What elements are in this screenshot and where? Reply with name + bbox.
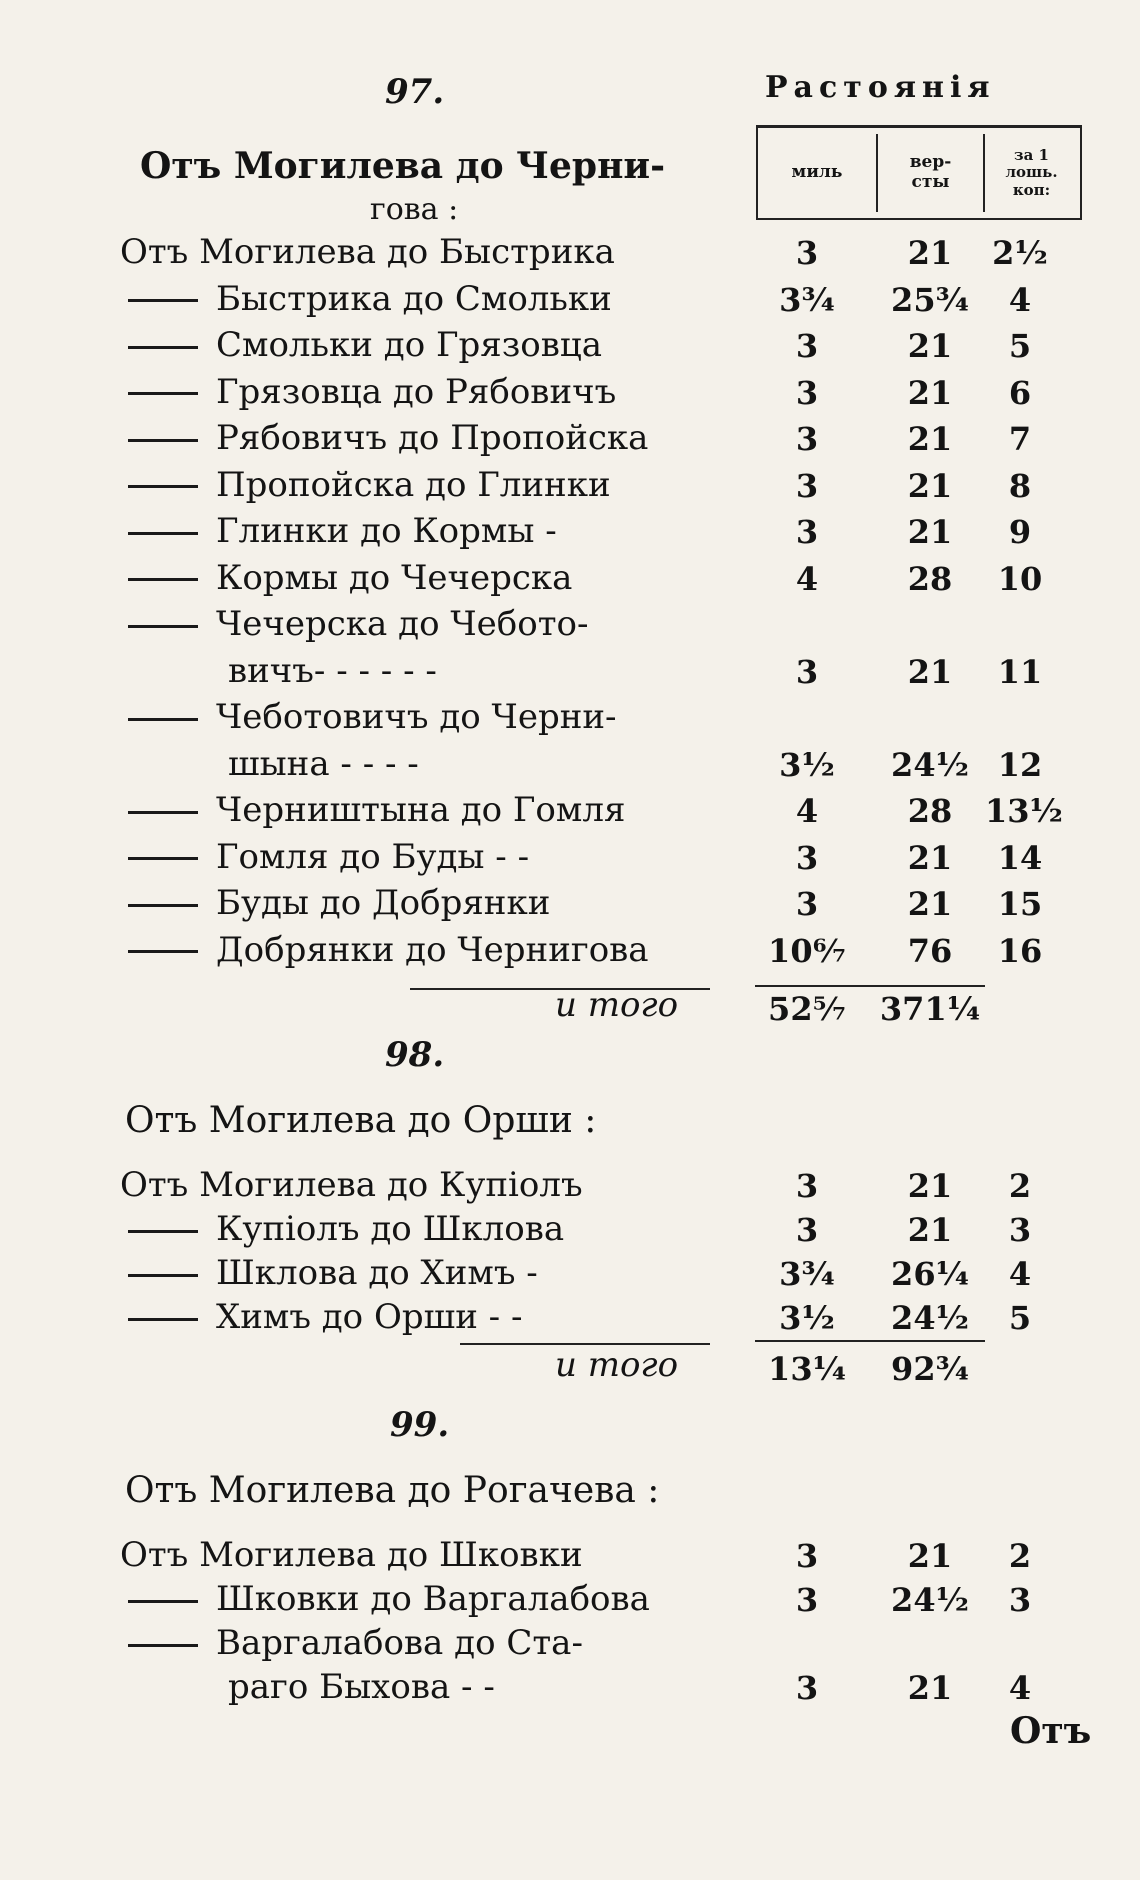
ditto-dash [128, 950, 198, 953]
route-title-97: Отъ Могилева до Черни- [140, 145, 666, 187]
fare-value: 10 [997, 559, 1043, 598]
route-segment [120, 372, 616, 412]
ditto-dash [128, 811, 198, 814]
miles-value: 4 [795, 559, 819, 598]
ditto-dash [128, 485, 198, 488]
route-segment [120, 790, 625, 830]
route-title-99: Отъ Могилева до Рогачева : [125, 1470, 660, 1511]
route-segment [120, 279, 612, 319]
fare-value: 4 [1008, 280, 1032, 319]
total-label-98: и того [555, 1345, 679, 1385]
fare-value: 12 [997, 745, 1043, 784]
route-segment [120, 1623, 583, 1663]
ditto-dash [128, 346, 198, 349]
total-label-97: и того [555, 985, 679, 1025]
ditto-dash [128, 532, 198, 535]
header-versts: вер- сты [909, 152, 952, 192]
route-segment-label: Буды до Добрянки [216, 883, 551, 923]
miles-value: 3 [795, 652, 819, 691]
miles-value: 3¾ [779, 1255, 835, 1293]
section-number-98: 98. [385, 1035, 445, 1075]
route-segment-label: Быстрика до Смольки [216, 278, 612, 319]
total-versts-98: 92¾ [891, 1350, 969, 1388]
miles-value: 3 [795, 1669, 819, 1707]
fare-value: 11 [997, 652, 1043, 691]
route-segment [228, 1667, 495, 1707]
ditto-dash [128, 718, 198, 721]
route-segment-label: Грязовца до Рябовичъ [216, 371, 617, 412]
miles-value: 3 [795, 234, 819, 272]
fare-value: 16 [997, 931, 1043, 970]
ditto-dash [128, 857, 198, 860]
ditto-dash [128, 439, 198, 442]
versts-value: 24½ [891, 1299, 969, 1337]
total-miles-98: 13¼ [768, 1350, 846, 1388]
route-segment-label: Рябовичъ до Пропойска [216, 418, 649, 458]
route-segment-label: Добрянки до Чернигова [216, 929, 649, 970]
miles-value: 3¾ [779, 280, 835, 319]
miles-value: 3 [795, 1537, 819, 1575]
fare-value: 8 [1008, 466, 1032, 505]
route-segment-label: Глинки до Кормы - [216, 511, 557, 551]
fare-value: 3 [1008, 1581, 1032, 1619]
versts-value: 28 [907, 792, 953, 830]
fare-value: 4 [1008, 1255, 1032, 1293]
column-group-title: Растоянія [765, 70, 996, 105]
fare-value: 5 [1008, 327, 1032, 365]
route-segment [120, 1579, 650, 1619]
miles-value: 3 [795, 885, 819, 923]
section-number-99: 99. [390, 1405, 450, 1445]
header-fare: за 1 лошь. коп: [1005, 146, 1058, 199]
route-segment [120, 604, 588, 644]
fare-value: 7 [1008, 420, 1032, 458]
route-segment [228, 651, 437, 691]
route-segment [120, 325, 602, 365]
route-segment [120, 465, 611, 505]
ditto-dash [128, 1644, 198, 1647]
fare-value: 5 [1008, 1299, 1032, 1337]
versts-value: 26¼ [891, 1255, 969, 1293]
route-segment-label: Купіолъ до Шклова [216, 1209, 565, 1249]
miles-value: 3 [795, 327, 819, 365]
fare-value: 2½ [992, 234, 1048, 272]
header-miles: миль [791, 162, 843, 183]
total-versts-97: 371¼ [879, 990, 981, 1028]
fare-value: 2 [1008, 1537, 1032, 1575]
route-segment [120, 883, 550, 923]
miles-value: 4 [795, 792, 819, 830]
route-segment-label: Чечерска до Чебото- [216, 604, 589, 644]
versts-value: 21 [907, 466, 953, 505]
route-segment-label: Химъ до Орши - - [216, 1297, 523, 1337]
route-segment-label: Отъ Могилева до Шковки [120, 1535, 583, 1575]
route-segment [120, 930, 649, 970]
ditto-dash [128, 1318, 198, 1321]
miles-value: 10⁶⁄₇ [768, 931, 846, 970]
ditto-dash [128, 299, 198, 302]
miles-value: 3 [795, 1167, 819, 1205]
route-segment [120, 1253, 538, 1293]
ditto-dash [128, 578, 198, 581]
miles-value: 3 [795, 838, 819, 877]
miles-value: 3 [795, 420, 819, 458]
ditto-dash [128, 1274, 198, 1277]
route-title-97-cont: гова : [370, 192, 459, 227]
ditto-dash [128, 392, 198, 395]
miles-value: 3 [795, 466, 819, 505]
versts-value: 21 [907, 327, 953, 365]
route-segment [120, 697, 617, 737]
versts-value: 21 [907, 1167, 953, 1205]
route-segment [120, 232, 615, 272]
fare-value: 2 [1008, 1167, 1032, 1205]
route-segment [120, 558, 572, 598]
route-segment-label: Варгалабова до Ста- [216, 1623, 583, 1663]
versts-value: 76 [907, 931, 953, 970]
versts-value: 21 [907, 420, 953, 458]
route-segment-label: Шклова до Химъ - [216, 1253, 538, 1293]
route-segment-label: Отъ Могилева до Купіолъ [120, 1165, 583, 1205]
fare-value: 14 [997, 838, 1043, 877]
route-segment-label: Черништына до Гомля [216, 790, 626, 830]
route-segment-label: шына - - - - [228, 743, 419, 784]
miles-value: 3 [795, 1581, 819, 1619]
fare-value: 13½ [985, 792, 1063, 830]
route-segment-label: Кормы до Чечерска [216, 557, 573, 598]
ditto-dash [128, 625, 198, 628]
route-title-98: Отъ Могилева до Орши : [125, 1100, 597, 1141]
route-segment [120, 1209, 564, 1249]
section-number-97: 97. [385, 72, 445, 112]
versts-value: 21 [907, 513, 953, 551]
route-segment [120, 511, 557, 551]
versts-value: 21 [907, 885, 953, 923]
versts-value: 24½ [891, 745, 969, 784]
versts-value: 21 [907, 373, 953, 412]
fare-value: 4 [1008, 1669, 1032, 1707]
miles-value: 3½ [779, 1299, 835, 1337]
route-segment [120, 418, 648, 458]
versts-value: 21 [907, 1211, 953, 1249]
route-segment-label: Смольки до Грязовца [216, 325, 602, 365]
total-miles-97: 52⁵⁄₇ [768, 990, 846, 1028]
route-segment [228, 744, 419, 784]
route-segment-label: Пропойска до Глинки [216, 464, 611, 505]
table-header [756, 125, 1082, 220]
miles-value: 3 [795, 1211, 819, 1249]
route-segment-label: раго Быхова - - [228, 1667, 495, 1707]
versts-value: 21 [907, 1669, 953, 1707]
ditto-dash [128, 1600, 198, 1603]
fare-value: 15 [997, 885, 1043, 923]
ditto-dash [128, 1230, 198, 1233]
versts-value: 21 [907, 838, 953, 877]
route-segment [120, 1165, 583, 1205]
versts-value: 21 [907, 652, 953, 691]
route-segment-label: Шковки до Варгалабова [216, 1579, 650, 1619]
versts-value: 21 [907, 234, 953, 272]
route-segment-label: Гомля до Буды - - [216, 836, 530, 877]
versts-value: 28 [907, 559, 953, 598]
versts-value: 25¾ [891, 280, 969, 319]
route-segment-label: Чеботовичъ до Черни- [216, 697, 617, 737]
route-segment [120, 1535, 583, 1575]
ditto-dash [128, 904, 198, 907]
route-segment-label: Отъ Могилева до Быстрика [120, 232, 615, 272]
route-segment [120, 837, 529, 877]
miles-value: 3 [795, 373, 819, 412]
miles-value: 3 [795, 513, 819, 551]
versts-value: 24½ [891, 1581, 969, 1619]
route-segment-label: вичъ- - - - - - [228, 650, 437, 691]
route-segment [120, 1297, 522, 1337]
miles-value: 3½ [779, 745, 835, 784]
catchword: Отъ [1010, 1710, 1092, 1752]
fare-value: 9 [1008, 513, 1032, 551]
fare-value: 3 [1008, 1211, 1032, 1249]
fare-value: 6 [1008, 373, 1032, 412]
versts-value: 21 [907, 1537, 953, 1575]
